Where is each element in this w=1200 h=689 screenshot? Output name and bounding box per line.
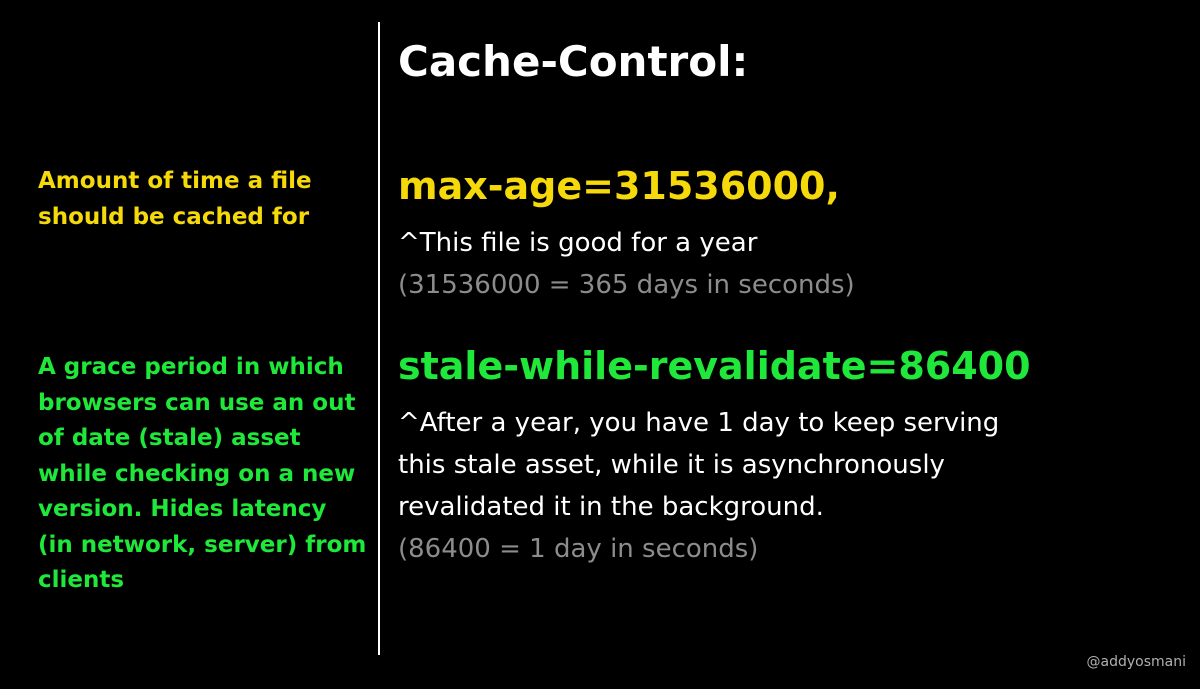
swr-description-line: revalidated it in the background. [398, 492, 824, 522]
max-age-note: Amount of time a file should be cached for [38, 168, 312, 230]
swr-description-line: this stale asset, while it is asynchronously [398, 450, 945, 480]
author-watermark: @addyosmani [1086, 654, 1186, 670]
vertical-divider [378, 22, 380, 655]
swr-description-line: ^After a year, you have 1 day to keep serving [398, 408, 1000, 438]
max-age-description-line: ^This file is good for a year [398, 228, 758, 258]
max-age-detail: (31536000 = 365 days in seconds) [398, 270, 855, 300]
max-age-directive: max-age=31536000, [398, 164, 840, 208]
swr-description [398, 402, 1098, 570]
swr-detail: (86400 = 1 day in seconds) [398, 534, 759, 564]
swr-note: A grace period in which browsers can use an out of date (stale) asset while checking on a new version. Hides latency (in network, server) from clients [38, 354, 367, 593]
max-age-description [398, 222, 1098, 306]
cache-control-heading: Cache-Control: [398, 37, 749, 86]
swr-directive: stale-while-revalidate=86400 [398, 344, 1031, 388]
